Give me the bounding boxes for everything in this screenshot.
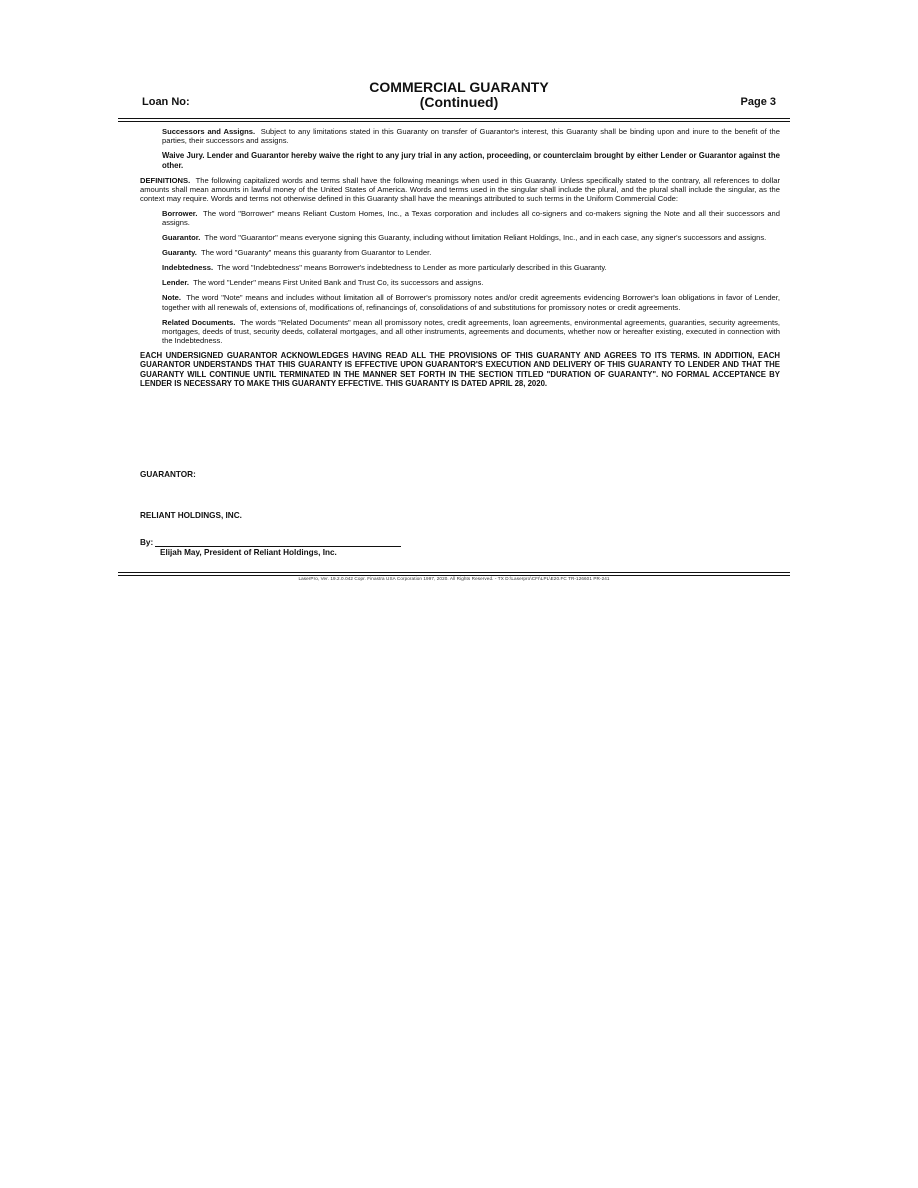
definitions-heading: DEFINITIONS.	[140, 175, 191, 185]
indebtedness-heading: Indebtedness.	[162, 263, 214, 273]
signature-line	[155, 546, 401, 547]
definition-indebtedness	[140, 263, 780, 272]
document-title-block	[140, 80, 778, 110]
guaranty-text: The word "Guaranty" means this guaranty from Guarantor to Lender.	[200, 248, 432, 258]
guarantor-heading: Guarantor.	[162, 233, 201, 243]
borrower-heading: Borrower.	[162, 209, 198, 219]
successors-paragraph	[140, 127, 780, 145]
page-number: Page 3	[740, 96, 776, 108]
indebtedness-text: The word "Indebtedness" means Borrower's indebtedness to Lender as more particularly described in this Guaranty.	[217, 263, 607, 273]
definitions-text: The following capitalized words and terms shall have the following meanings when used in this Guaranty. Unless specifically stated to the contrary, all references to dollar amounts shall mean amounts in lawful money of the United States of America. Words and terms used in the singular shall include the plural, and the plural shall include the singular, as the context may require. Words and terms not otherwise defined in this Guaranty shall have the meanings attributed to such terms in the Uniform Commercial Code:	[140, 175, 780, 204]
loan-number-label: Loan No:	[142, 96, 190, 108]
lender-text: The word "Lender" means First United Bank and Trust Co, its successors and assigns.	[193, 278, 484, 288]
guaranty-heading: Guaranty.	[162, 248, 197, 258]
page-header	[140, 80, 778, 112]
document-body	[140, 127, 780, 394]
lender-heading: Lender.	[162, 278, 190, 288]
related-text: The words "Related Documents" mean all promissory notes, credit agreements, loan agreements, environmental agreements, guaranties, security agreements, mortgages, deeds of trust, security deeds, collateral mortgages, and all other instruments, agreements and documents, whether now or hereafter existing, executed in connection with the Indebtedness.	[162, 317, 780, 346]
guarantor-text: The word "Guarantor" means everyone signing this Guaranty, including without limitation Reliant Holdings, Inc., and in each case, any signer's successors and assigns.	[204, 233, 767, 243]
footer-rule-top	[118, 572, 790, 573]
definition-guarantor	[140, 233, 780, 242]
guarantor-label: GUARANTOR:	[140, 470, 196, 479]
document-subtitle: (Continued)	[419, 94, 499, 110]
definition-related-documents	[140, 318, 780, 346]
by-label: By:	[140, 538, 154, 547]
software-footer: LaserPro, Ver. 19.2.0.042 Copr. Finastra USA Corporation 1997, 2020. All Rights Reserved. - TX D:\Laserpro\CFI\LPL\E20.FC TR-126601 PR-241	[298, 576, 610, 581]
borrower-text: The word "Borrower" means Reliant Custom Homes, Inc., a Texas corporation and includes all co-signers and co-makers signing the Note and all their successors and assigns.	[162, 209, 780, 228]
successors-text: Subject to any limitations stated in this Guaranty on transfer of Guarantor's interest, this Guaranty shall be binding upon and inure to the benefit of the parties, their successors and assigns.	[162, 127, 780, 146]
note-text: The word "Note" means and includes without limitation all of Borrower's promissory notes and/or credit agreements evidencing Borrower's loan obligations in favor of Lender, together with all renewals of, extensions of, modifications of, refinancings of, consolidations of and substitutions for promissory notes or credit agreements.	[162, 293, 780, 312]
waive-jury-paragraph: Waive Jury. Lender and Guarantor hereby waive the right to any jury trial in any action, proceeding, or counterclaim brought by either Lender or Guarantor against the other.	[162, 151, 780, 170]
header-rule-top	[118, 118, 790, 119]
definition-note	[140, 293, 780, 311]
note-heading: Note.	[162, 293, 181, 303]
successors-heading: Successors and Assigns.	[162, 127, 256, 136]
guarantor-company-name: RELIANT HOLDINGS, INC.	[140, 511, 242, 520]
document-title: COMMERCIAL GUARANTY	[369, 79, 549, 95]
signer-name: Elijah May, President of Reliant Holdings, Inc.	[160, 548, 337, 557]
header-rule-bottom	[118, 121, 790, 122]
definition-borrower	[140, 209, 780, 227]
related-heading: Related Documents.	[162, 317, 236, 327]
definition-guaranty	[140, 248, 780, 257]
acknowledgment-paragraph: EACH UNDERSIGNED GUARANTOR ACKNOWLEDGES HAVING READ ALL THE PROVISIONS OF THIS GUARANTY AND AGREES TO ITS TERMS. IN ADDITION, EACH GUARANTOR UNDERSTANDS THAT THIS GUARANTY IS EFFECTIVE UPON GUARANTOR'S EXECUTION AND DELIVERY OF THIS GUARANTY TO LENDER AND THAT THE GUARANTY WILL CONTINUE UNTIL TERMINATED IN THE MANNER SET FORTH IN THE SECTION TITLED "DURATION OF GUARANTY". NO FORMAL ACCEPTANCE BY LENDER IS NECESSARY TO MAKE THIS GUARANTY EFFECTIVE. THIS GUARANTY IS DATED APRIL 28, 2020.	[140, 351, 780, 389]
definitions-paragraph	[140, 176, 780, 204]
definition-lender	[140, 278, 780, 287]
